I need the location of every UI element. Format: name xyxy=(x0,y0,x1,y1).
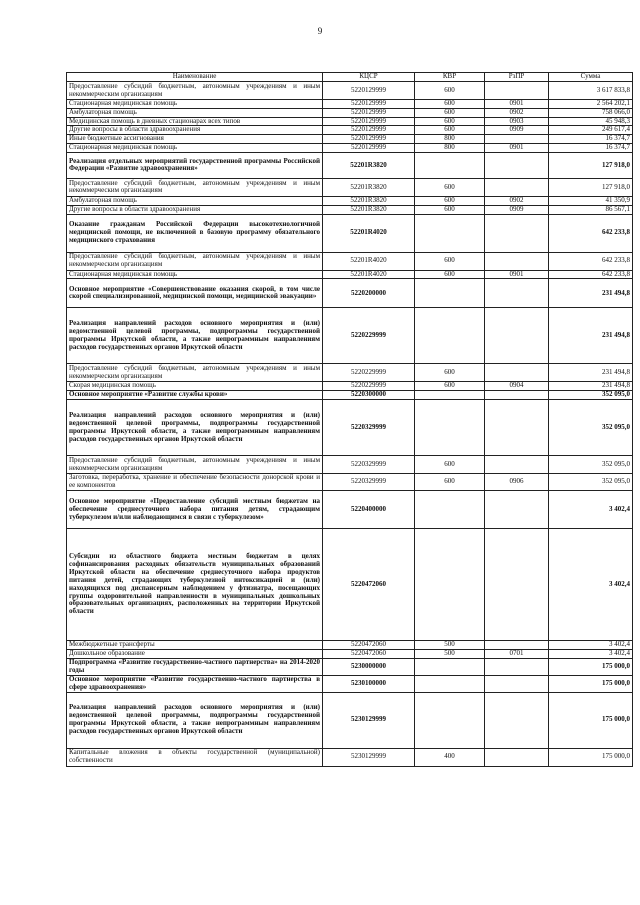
cell-kvr xyxy=(415,658,485,675)
cell-rzpr xyxy=(485,178,549,196)
cell-sum: 352 095,0 xyxy=(549,474,633,491)
table-row xyxy=(67,364,633,382)
table-row xyxy=(67,391,633,400)
cell-name: Основное мероприятие «Совершенствование оказания скорой, в том числе скорой специализированной, медицинской помощи, медицинской эвакуации» xyxy=(67,279,323,308)
cell-kcsr: 5220472060 xyxy=(323,529,415,641)
cell-kvr: 600 xyxy=(415,382,485,391)
table-row xyxy=(67,308,633,364)
cell-name: Другие вопросы в области здравоохранения xyxy=(67,126,323,135)
cell-kvr xyxy=(415,279,485,308)
cell-sum: 45 948,3 xyxy=(549,117,633,126)
cell-kvr: 600 xyxy=(415,117,485,126)
cell-kcsr: 5220229999 xyxy=(323,364,415,382)
cell-name: Предоставление субсидий бюджетным, автономным учреждениям и иным некоммерческим организациям xyxy=(67,252,323,270)
cell-rzpr: 0701 xyxy=(485,650,549,659)
header-kcsr: КЦСР xyxy=(323,73,415,82)
cell-sum: 175 000,0 xyxy=(549,658,633,675)
header-rzpr: РзПР xyxy=(485,73,549,82)
cell-kcsr: 5220129999 xyxy=(323,144,415,153)
cell-name: Подпрограмма «Развитие государственно-частного партнерства» на 2014-2020 годы xyxy=(67,658,323,675)
cell-name: Реализация направлений расходов основного мероприятия и (или) ведомственной целевой программы, подпрограммы государственной программы Иркутской области, а также непрограммным направлениям расходов государственных органов Иркутской области xyxy=(67,692,323,748)
table-row xyxy=(67,252,633,270)
cell-kcsr: 5220329999 xyxy=(323,474,415,491)
cell-rzpr xyxy=(485,252,549,270)
cell-kcsr: 52201R4020 xyxy=(323,270,415,279)
table-row xyxy=(67,529,633,641)
cell-rzpr xyxy=(485,308,549,364)
table-row xyxy=(67,108,633,117)
cell-kvr: 600 xyxy=(415,474,485,491)
cell-sum: 642 233,8 xyxy=(549,252,633,270)
cell-kvr: 600 xyxy=(415,108,485,117)
cell-rzpr: 0909 xyxy=(485,205,549,214)
cell-rzpr xyxy=(485,658,549,675)
cell-sum: 642 233,8 xyxy=(549,270,633,279)
cell-sum: 3 402,4 xyxy=(549,529,633,641)
budget-table xyxy=(66,72,633,767)
cell-name: Оказание гражданам Российской Федерации высокотехнологичной медицинской помощи, не включенной в базовую программу обязательного медицинского страхования xyxy=(67,214,323,252)
cell-kcsr: 5220229999 xyxy=(323,382,415,391)
cell-kvr: 800 xyxy=(415,144,485,153)
cell-sum: 127 918,0 xyxy=(549,152,633,178)
cell-name: Дошкольное образование xyxy=(67,650,323,659)
cell-kvr: 600 xyxy=(415,82,485,100)
cell-rzpr: 0902 xyxy=(485,196,549,205)
cell-sum: 231 494,8 xyxy=(549,308,633,364)
table-row xyxy=(67,491,633,529)
cell-sum: 642 233,8 xyxy=(549,214,633,252)
cell-rzpr: 0906 xyxy=(485,474,549,491)
cell-name: Реализация направлений расходов основного мероприятия и (или) ведомственной целевой программы, подпрограммы государственной программы Иркутской области, а также непрограммным направлениям расходов государственных органов Иркутской области xyxy=(67,400,323,456)
table-row xyxy=(67,400,633,456)
table-row xyxy=(67,641,633,650)
cell-kvr: 600 xyxy=(415,100,485,109)
cell-sum: 41 350,9 xyxy=(549,196,633,205)
cell-name: Стационарная медицинская помощь xyxy=(67,270,323,279)
cell-kvr xyxy=(415,675,485,692)
table-row xyxy=(67,214,633,252)
cell-rzpr: 0901 xyxy=(485,100,549,109)
cell-sum: 2 564 202,1 xyxy=(549,100,633,109)
cell-kcsr: 5220129999 xyxy=(323,108,415,117)
table-header-row xyxy=(67,73,633,82)
cell-kvr: 600 xyxy=(415,364,485,382)
cell-name: Скорая медицинская помощь xyxy=(67,382,323,391)
cell-sum: 3 402,4 xyxy=(549,491,633,529)
cell-kcsr: 5220129999 xyxy=(323,117,415,126)
cell-sum: 231 494,8 xyxy=(549,279,633,308)
cell-rzpr xyxy=(485,491,549,529)
table-row xyxy=(67,692,633,748)
cell-kvr xyxy=(415,308,485,364)
cell-kcsr: 5220229999 xyxy=(323,308,415,364)
cell-sum: 16 374,7 xyxy=(549,144,633,153)
cell-kvr: 600 xyxy=(415,205,485,214)
cell-name: Предоставление субсидий бюджетным, автономным учреждениям и иным некоммерческим организациям xyxy=(67,82,323,100)
cell-kvr xyxy=(415,400,485,456)
cell-rzpr xyxy=(485,692,549,748)
header-sum: Сумма xyxy=(549,73,633,82)
table-row xyxy=(67,474,633,491)
cell-kcsr: 5220129999 xyxy=(323,126,415,135)
table-row xyxy=(67,205,633,214)
table-row xyxy=(67,675,633,692)
cell-rzpr: 0903 xyxy=(485,117,549,126)
header-name: Наименование xyxy=(67,73,323,82)
table-row xyxy=(67,144,633,153)
cell-rzpr: 0901 xyxy=(485,144,549,153)
cell-rzpr xyxy=(485,529,549,641)
cell-name: Амбулаторная помощь xyxy=(67,108,323,117)
cell-rzpr: 0904 xyxy=(485,382,549,391)
cell-kcsr: 5220472060 xyxy=(323,641,415,650)
cell-name: Предоставление субсидий бюджетным, автономным учреждениям и иным некоммерческим организациям xyxy=(67,178,323,196)
cell-sum: 352 095,0 xyxy=(549,391,633,400)
cell-name: Реализация отдельных мероприятий государственной программы Российской Федерации «Развитие здравоохранения» xyxy=(67,152,323,178)
table-row xyxy=(67,196,633,205)
cell-kvr xyxy=(415,529,485,641)
cell-sum: 758 066,0 xyxy=(549,108,633,117)
cell-kcsr: 5220472060 xyxy=(323,650,415,659)
cell-sum: 352 095,0 xyxy=(549,456,633,474)
table-row xyxy=(67,178,633,196)
cell-name: Основное мероприятие «Развитие службы крови» xyxy=(67,391,323,400)
cell-sum: 3 402,4 xyxy=(549,650,633,659)
cell-name: Капитальные вложения в объекты государственной (муниципальной) собственности xyxy=(67,748,323,766)
cell-kcsr: 52201R3820 xyxy=(323,152,415,178)
cell-kcsr: 5230000000 xyxy=(323,658,415,675)
table-row xyxy=(67,279,633,308)
cell-sum: 231 494,8 xyxy=(549,364,633,382)
cell-kcsr: 5220300000 xyxy=(323,391,415,400)
cell-kcsr: 5220329999 xyxy=(323,456,415,474)
cell-name: Стационарная медицинская помощь xyxy=(67,144,323,153)
cell-rzpr xyxy=(485,152,549,178)
cell-rzpr: 0909 xyxy=(485,126,549,135)
cell-name: Реализация направлений расходов основного мероприятия и (или) ведомственной целевой программы, подпрограммы государственной программы Иркутской области, а также непрограммным направлениям расходов государственных органов Иркутской области xyxy=(67,308,323,364)
cell-kcsr: 52201R3820 xyxy=(323,205,415,214)
cell-rzpr xyxy=(485,748,549,766)
cell-sum: 86 567,1 xyxy=(549,205,633,214)
cell-rzpr xyxy=(485,279,549,308)
cell-name: Субсидии из областного бюджета местным бюджетам в целях софинансирования расходных обязательств муниципальных образований Иркутской области на обеспечение среднесуточного набора продуктов питания детей, страдающих туберкулезной интоксикацией и (или) находящихся под диспансерным наблюдением у фтизиатра, посещающих группы оздоровительной направленности в муниципальных дошкольных образовательных организациях, расположенных на территории Иркутской области xyxy=(67,529,323,641)
cell-kvr xyxy=(415,391,485,400)
cell-sum: 352 095,0 xyxy=(549,400,633,456)
cell-name: Предоставление субсидий бюджетным, автономным учреждениям и иным некоммерческим организациям xyxy=(67,456,323,474)
cell-sum: 175 000,0 xyxy=(549,675,633,692)
cell-kcsr: 52201R4020 xyxy=(323,214,415,252)
cell-sum: 175 000,0 xyxy=(549,748,633,766)
cell-kvr: 500 xyxy=(415,650,485,659)
cell-kvr: 600 xyxy=(415,196,485,205)
cell-kcsr: 52201R3820 xyxy=(323,196,415,205)
cell-rzpr xyxy=(485,82,549,100)
cell-name: Медицинская помощь в дневных стационарах всех типов xyxy=(67,117,323,126)
cell-kvr: 600 xyxy=(415,270,485,279)
cell-name: Стационарная медицинская помощь xyxy=(67,100,323,109)
page-number: 9 xyxy=(317,26,323,36)
cell-kvr: 800 xyxy=(415,135,485,144)
cell-name: Предоставление субсидий бюджетным, автономным учреждениям и иным некоммерческим организациям xyxy=(67,364,323,382)
cell-rzpr: 0901 xyxy=(485,270,549,279)
cell-kcsr: 5220400000 xyxy=(323,491,415,529)
cell-kvr: 600 xyxy=(415,126,485,135)
cell-sum: 175 000,0 xyxy=(549,692,633,748)
cell-rzpr xyxy=(485,675,549,692)
cell-rzpr xyxy=(485,214,549,252)
cell-kcsr: 5220329999 xyxy=(323,400,415,456)
cell-name: Основное мероприятие «Развитие государственно-частного партнерства в сфере здравоохранения» xyxy=(67,675,323,692)
table-row xyxy=(67,456,633,474)
table-row xyxy=(67,82,633,100)
cell-kcsr: 5220129999 xyxy=(323,100,415,109)
cell-kvr: 500 xyxy=(415,641,485,650)
cell-kcsr: 5220129999 xyxy=(323,82,415,100)
cell-sum: 3 617 833,8 xyxy=(549,82,633,100)
header-kvr: КВР xyxy=(415,73,485,82)
cell-kvr: 600 xyxy=(415,178,485,196)
table-row xyxy=(67,658,633,675)
cell-rzpr xyxy=(485,456,549,474)
cell-rzpr xyxy=(485,364,549,382)
cell-name: Амбулаторная помощь xyxy=(67,196,323,205)
cell-name: Основное мероприятие «Предоставление субсидий местным бюджетам на обеспечение среднесуточного набора питания детям, страдающим туберкулезом и/или наблюдающимся в связи с туберкулезом» xyxy=(67,491,323,529)
cell-kvr xyxy=(415,491,485,529)
table-row xyxy=(67,100,633,109)
cell-kcsr: 5230100000 xyxy=(323,675,415,692)
cell-kvr xyxy=(415,152,485,178)
table-row xyxy=(67,270,633,279)
cell-name: Другие вопросы в области здравоохранения xyxy=(67,205,323,214)
table-row xyxy=(67,748,633,766)
cell-name: Заготовка, переработка, хранение и обеспечение безопасности донорской крови и ее компонентов xyxy=(67,474,323,491)
table-row xyxy=(67,152,633,178)
cell-rzpr xyxy=(485,391,549,400)
cell-kcsr: 52201R4020 xyxy=(323,252,415,270)
cell-kvr: 400 xyxy=(415,748,485,766)
cell-sum: 16 374,7 xyxy=(549,135,633,144)
cell-kvr: 600 xyxy=(415,252,485,270)
cell-name: Межбюджетные трансферты xyxy=(67,641,323,650)
cell-kcsr: 5230129999 xyxy=(323,748,415,766)
cell-kcsr: 5220200000 xyxy=(323,279,415,308)
cell-kvr xyxy=(415,214,485,252)
cell-kvr: 600 xyxy=(415,456,485,474)
cell-sum: 231 494,8 xyxy=(549,382,633,391)
cell-rzpr xyxy=(485,400,549,456)
cell-kcsr: 5230129999 xyxy=(323,692,415,748)
cell-kcsr: 5220129999 xyxy=(323,135,415,144)
cell-name: Иные бюджетные ассигнования xyxy=(67,135,323,144)
cell-sum: 3 402,4 xyxy=(549,641,633,650)
cell-rzpr: 0902 xyxy=(485,108,549,117)
cell-kcsr: 52201R3820 xyxy=(323,178,415,196)
cell-kvr xyxy=(415,692,485,748)
cell-sum: 249 617,4 xyxy=(549,126,633,135)
cell-sum: 127 918,0 xyxy=(549,178,633,196)
